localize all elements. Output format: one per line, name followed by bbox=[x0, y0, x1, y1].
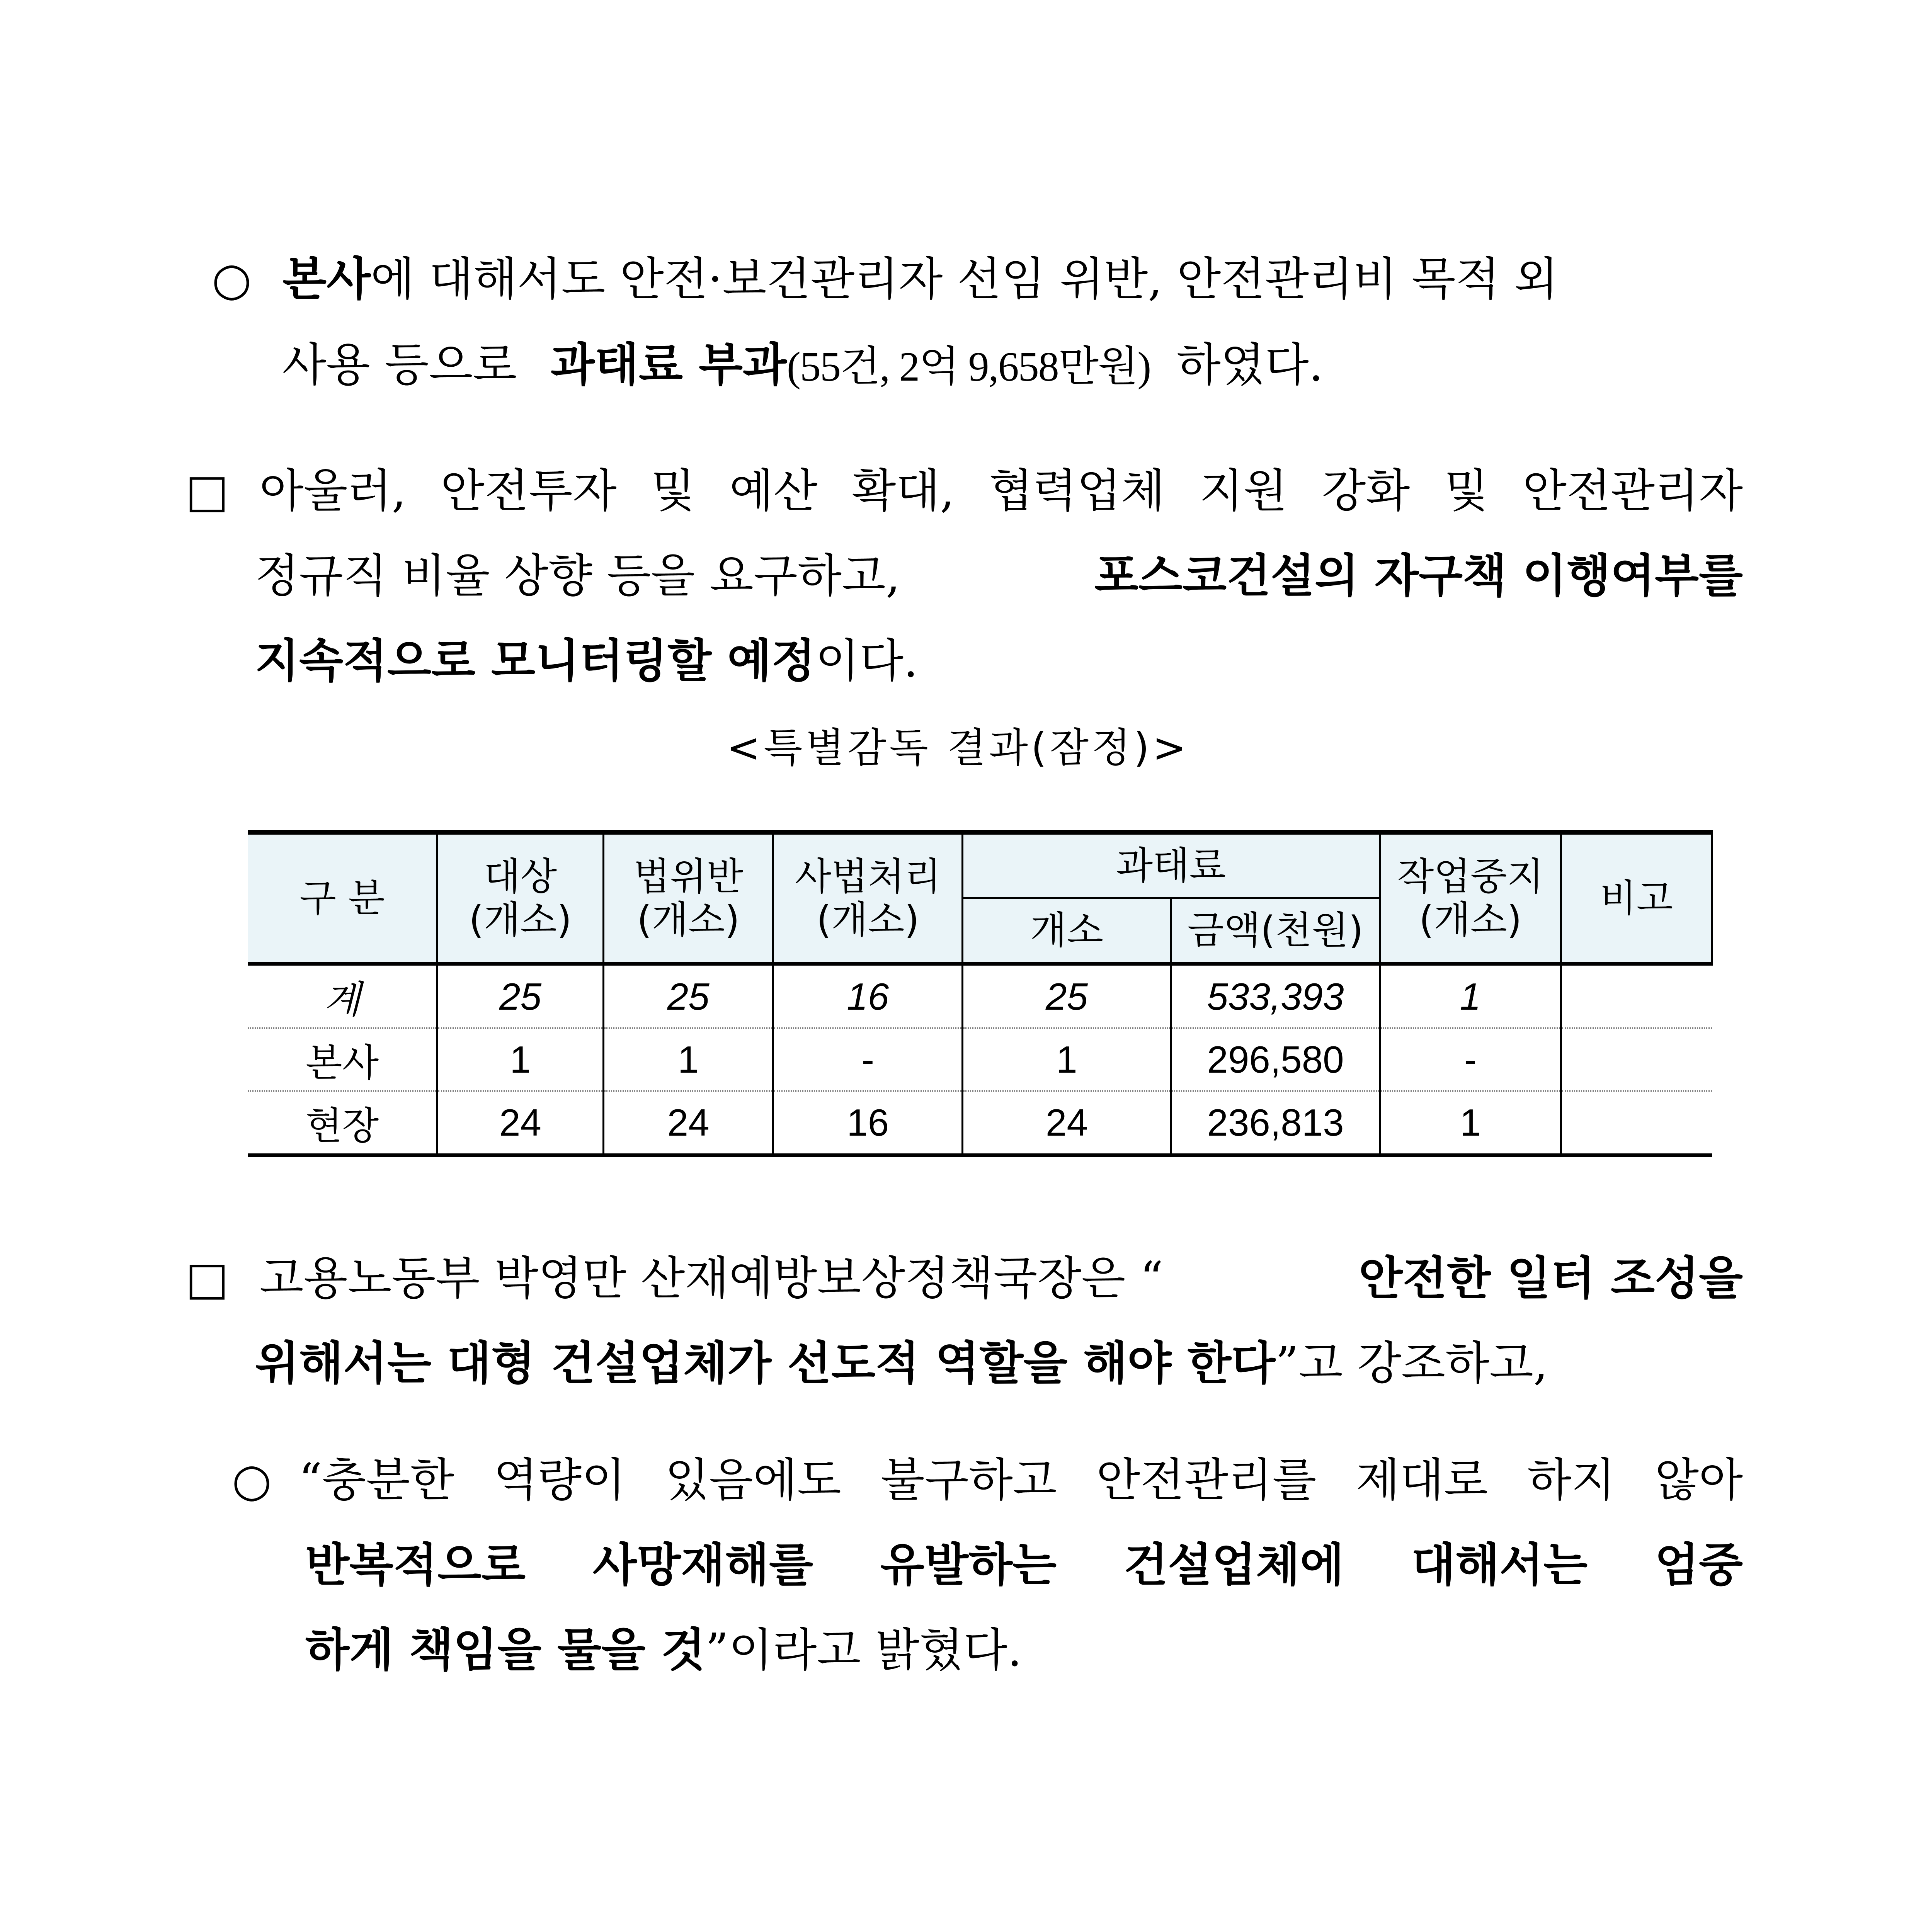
body-text: “충분한 역량이 있음에도 불구하고 안전관리를 제대로 하지 않아 bbox=[298, 1453, 1743, 1507]
emphasis-text: 포스코건설의 자구책 이행여부를 bbox=[1094, 549, 1743, 602]
cell-note bbox=[1561, 1091, 1712, 1156]
header-judicial: 사법처리 (개소) bbox=[773, 832, 963, 964]
body-text: ”이라고 밝혔다. bbox=[705, 1623, 1022, 1677]
header-violation: 법위반 (개소) bbox=[603, 832, 773, 964]
body-text: 이다. bbox=[815, 634, 918, 687]
body-text: 아울러, 안전투자 및 예산 확대, 협력업체 지원 강화 및 안전관리자 bbox=[259, 464, 1743, 517]
emphasis-text: 본사 bbox=[282, 252, 371, 306]
cell-target: 1 bbox=[437, 1028, 604, 1091]
paragraph-line bbox=[232, 1453, 1743, 1507]
cell-judicial: 16 bbox=[773, 964, 963, 1028]
header-work-stop: 작업중지 (개소) bbox=[1380, 832, 1561, 964]
table-row-site bbox=[248, 1091, 1712, 1156]
cell-fine-amount: 296,580 bbox=[1171, 1028, 1380, 1091]
row-label: 본사 bbox=[248, 1028, 437, 1091]
cell-target: 25 bbox=[437, 964, 604, 1028]
body-text: 에 대해서도 안전·보건관리자 선임 위반, 안전관리비 목적 외 bbox=[370, 252, 1559, 306]
emphasis-text: 반복적으로 사망재해를 유발하는 건설업체에 대해서는 엄중 bbox=[305, 1538, 1743, 1592]
cell-fine-amount: 533,393 bbox=[1171, 964, 1380, 1028]
emphasis-text: 하게 책임을 물을 것 bbox=[305, 1623, 706, 1677]
cell-target: 24 bbox=[437, 1091, 604, 1156]
body-text: 정규직 비율 상향 등을 요구하고, bbox=[255, 549, 900, 602]
paragraph-line bbox=[255, 634, 918, 688]
cell-fine-count: 25 bbox=[963, 964, 1171, 1028]
paragraph-line bbox=[282, 338, 1323, 394]
bullet-box: □ bbox=[185, 464, 229, 517]
cell-violation: 25 bbox=[603, 964, 773, 1028]
cell-work-stop: 1 bbox=[1380, 964, 1561, 1028]
bullet-circle: ○ bbox=[232, 1453, 272, 1507]
row-label: 계 bbox=[248, 964, 437, 1028]
header-category: 구 분 bbox=[248, 832, 437, 964]
body-text: 사용 등으로 bbox=[282, 338, 517, 391]
header-fine-count: 개소 bbox=[963, 898, 1171, 964]
inspection-results-table bbox=[248, 830, 1713, 1157]
cell-fine-count: 24 bbox=[963, 1091, 1171, 1156]
cell-judicial: 16 bbox=[773, 1091, 963, 1156]
penalty-amount: (55건, 2억 9,658만원) bbox=[787, 344, 1151, 390]
cell-violation: 24 bbox=[603, 1091, 773, 1156]
header-note: 비고 bbox=[1561, 832, 1712, 964]
emphasis-text: 위해서는 대형 건설업체가 선도적 역할을 해야 한다 bbox=[255, 1336, 1276, 1390]
cell-fine-amount: 236,813 bbox=[1171, 1091, 1380, 1156]
bullet-box: □ bbox=[185, 1252, 229, 1305]
body-text: 고용노동부 박영만 산재예방보상정책국장은 “ bbox=[259, 1252, 1164, 1305]
body-text: ”고 강조하고, bbox=[1275, 1337, 1548, 1390]
header-target: 대상 (개소) bbox=[437, 832, 604, 964]
cell-fine-count: 1 bbox=[963, 1028, 1171, 1091]
row-label: 현장 bbox=[248, 1091, 437, 1156]
cell-work-stop: - bbox=[1380, 1028, 1561, 1091]
emphasis-text: 안전한 일터 조성을 bbox=[1358, 1251, 1743, 1305]
paragraph-line bbox=[185, 1251, 1743, 1305]
emphasis-text: 지속적으로 모니터링할 예정 bbox=[255, 634, 816, 687]
cell-note bbox=[1561, 964, 1712, 1028]
table-row-total bbox=[248, 964, 1712, 1028]
cell-violation: 1 bbox=[603, 1028, 773, 1091]
paragraph-line bbox=[305, 1623, 1022, 1677]
paragraph-line bbox=[185, 464, 1743, 518]
paragraph-line bbox=[305, 1538, 1743, 1592]
body-text: 하였다. bbox=[1176, 338, 1324, 391]
cell-note bbox=[1561, 1028, 1712, 1091]
cell-judicial: - bbox=[773, 1028, 963, 1091]
header-fine-amount: 금액(천원) bbox=[1171, 898, 1380, 964]
bullet-circle: ○ bbox=[212, 252, 252, 306]
header-fine: 과태료 bbox=[963, 832, 1380, 898]
paragraph-line bbox=[255, 1336, 1548, 1390]
cell-work-stop: 1 bbox=[1380, 1091, 1561, 1156]
emphasis-text: 과태료 부과 bbox=[550, 338, 787, 391]
paragraph-line bbox=[212, 252, 1743, 306]
paragraph-line bbox=[255, 549, 1743, 603]
table-row-hq bbox=[248, 1028, 1712, 1091]
table-caption: <특별감독 결과(잠정)> bbox=[727, 724, 1189, 771]
